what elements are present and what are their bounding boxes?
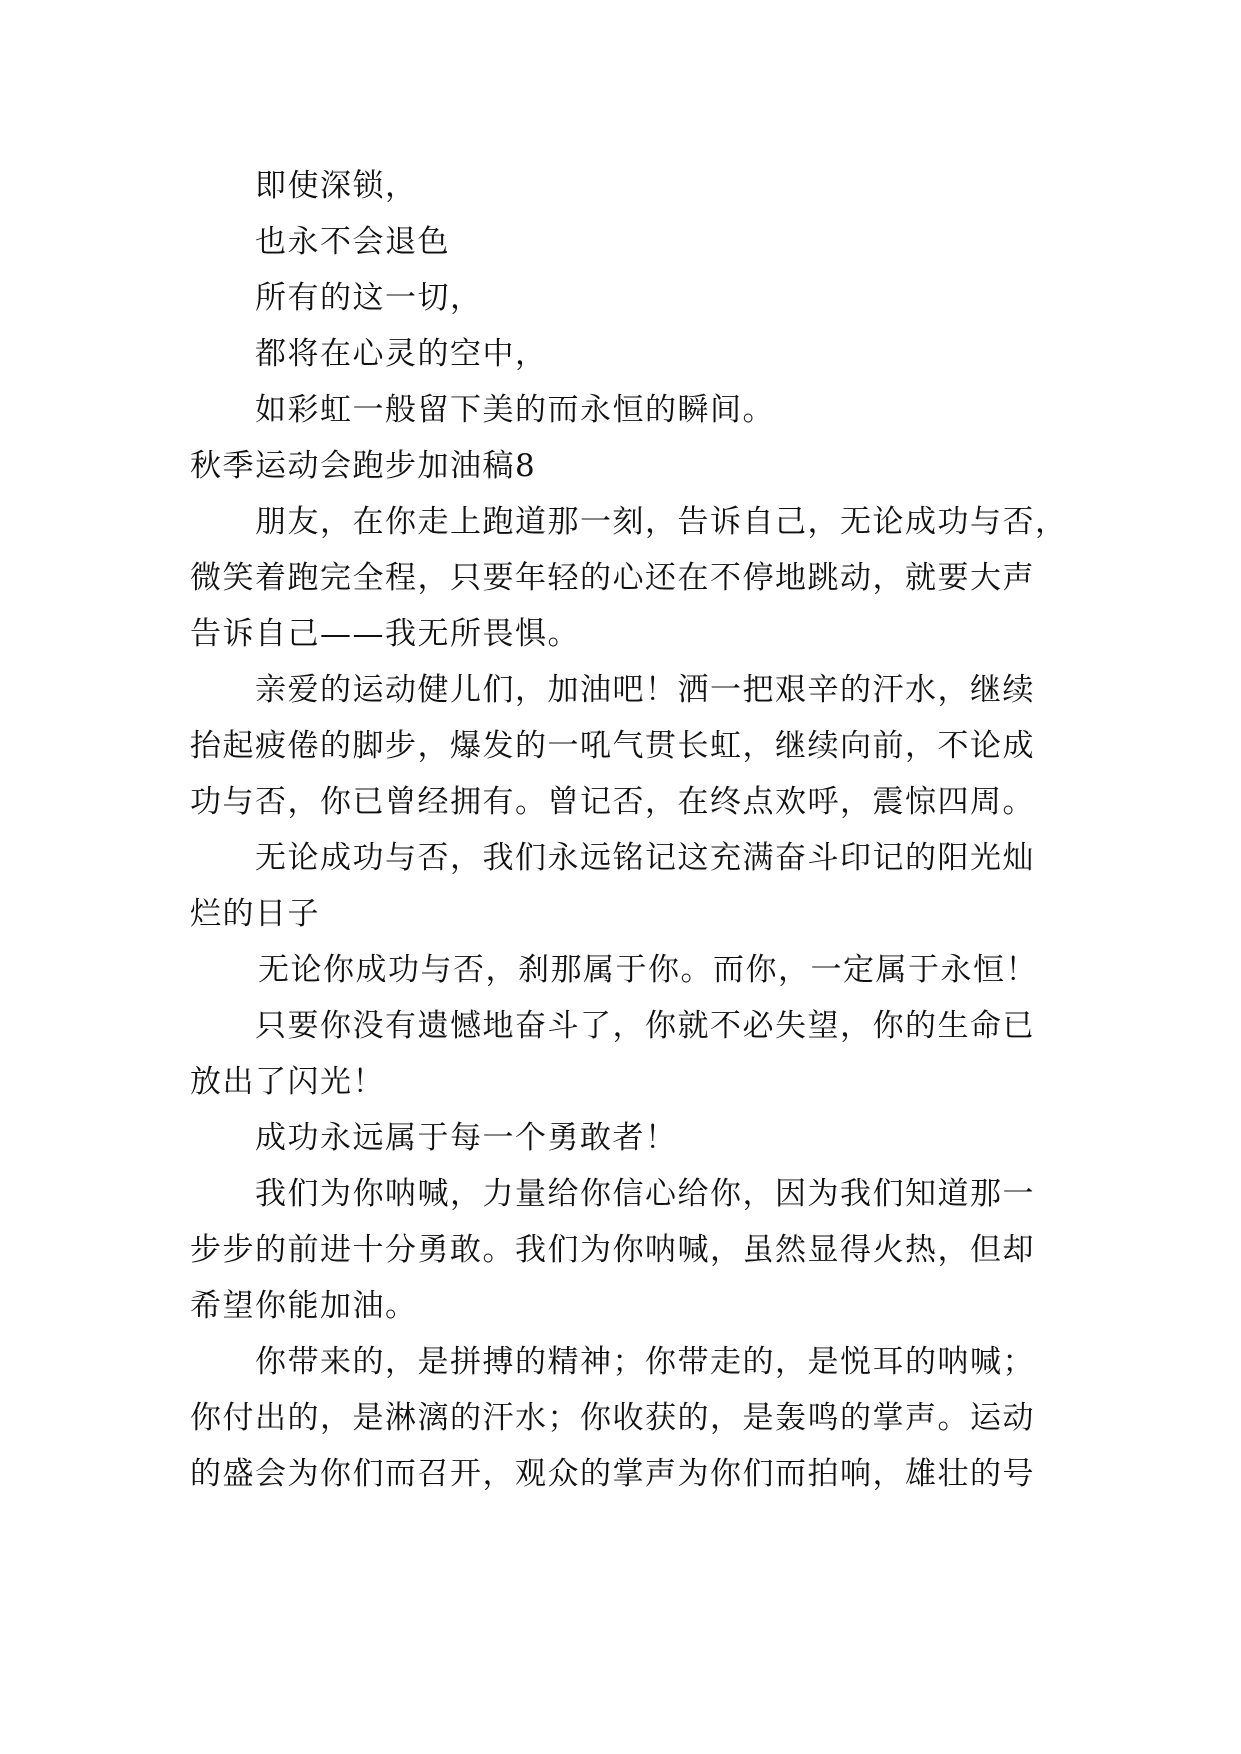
paragraph-line: 烂的日子 — [190, 896, 320, 932]
paragraph-line: 告诉自己——我无所畏惧。 — [190, 616, 580, 652]
paragraph-line: 只要你没有遗憾地奋斗了，你就不必失望，你的生命已 — [255, 1008, 1035, 1044]
paragraph-line: 无论成功与否，我们永远铭记这充满奋斗印记的阳光灿 — [255, 840, 1035, 876]
poem-line: 即使深锁， — [255, 168, 418, 204]
paragraph-line: 的盛会为你们而召开，观众的掌声为你们而拍响，雄壮的号 — [190, 1456, 1035, 1492]
poem-line: 都将在心灵的空中， — [255, 336, 548, 372]
paragraph-line: 功与否，你已曾经拥有。曾记否，在终点欢呼，震惊四周。 — [190, 784, 1035, 820]
paragraph-line: 微笑着跑完全程，只要年轻的心还在不停地跳动，就要大声 — [190, 560, 1035, 596]
paragraph-line: 放出了闪光！ — [190, 1064, 385, 1100]
paragraph-line: 希望你能加油。 — [190, 1288, 418, 1324]
poem-line: 如彩虹一般留下美的而永恒的瞬间。 — [255, 392, 775, 428]
paragraph-line: 我们为你呐喊，力量给你信心给你，因为我们知道那一 — [255, 1176, 1035, 1212]
paragraph-line: 你带来的，是拼搏的精神；你带走的，是悦耳的呐喊； — [255, 1344, 1035, 1380]
paragraph-line: 你付出的，是淋漓的汗水；你收获的，是轰鸣的掌声。运动 — [190, 1400, 1035, 1436]
paragraph-line: 亲爱的运动健儿们，加油吧！洒一把艰辛的汗水，继续 — [255, 672, 1035, 708]
section-heading: 秋季运动会跑步加油稿8 — [190, 448, 537, 484]
paragraph-line: 朋友，在你走上跑道那一刻，告诉自己，无论成功与否， — [255, 504, 1068, 540]
poem-line: 所有的这一切， — [255, 280, 483, 316]
paragraph-line: 无论你成功与否，刹那属于你。而你，一定属于永恒！ — [258, 952, 1038, 988]
paragraph-line: 步步的前进十分勇敢。我们为你呐喊，虽然显得火热，但却 — [190, 1232, 1035, 1268]
poem-line: 也永不会退色 — [255, 224, 450, 260]
paragraph-line: 抬起疲倦的脚步，爆发的一吼气贯长虹，继续向前，不论成 — [190, 728, 1035, 764]
paragraph-line: 成功永远属于每一个勇敢者！ — [255, 1120, 678, 1156]
